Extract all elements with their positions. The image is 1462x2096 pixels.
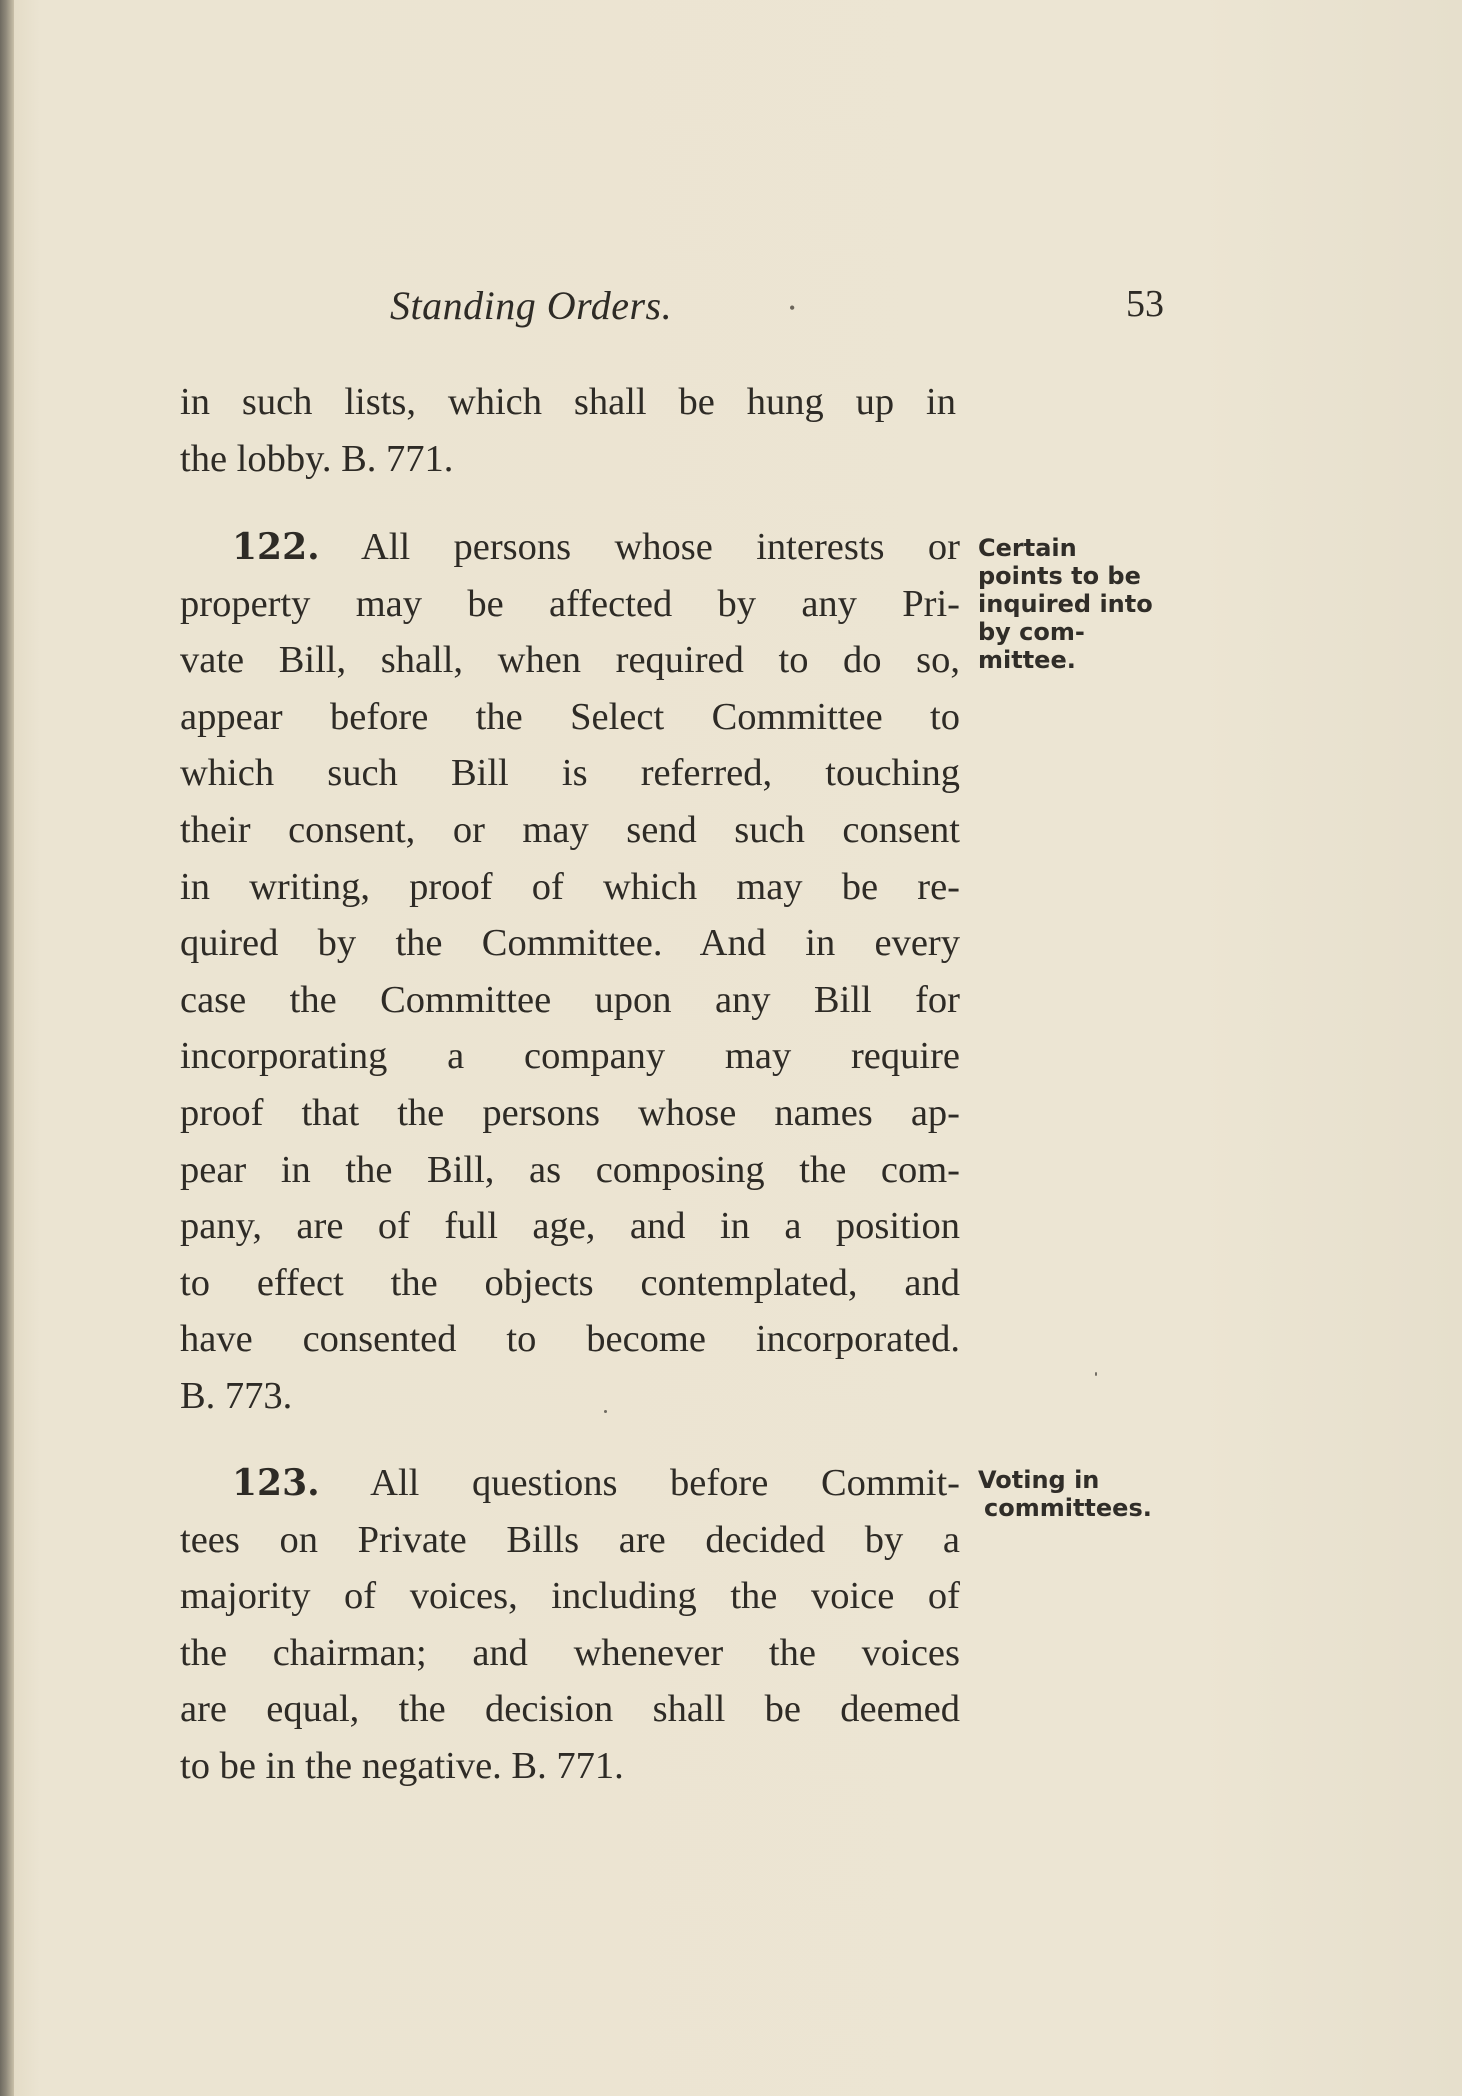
text-line: to be in the negative. B. 771. [180, 1744, 624, 1787]
margin-note-line: mittee. [978, 646, 1076, 674]
text-line: tees on Private Bills are decided by a [180, 1518, 960, 1561]
margin-note-line: Certain [978, 534, 1077, 562]
margin-note-line: committees. [984, 1494, 1152, 1522]
ink-speck [604, 1410, 607, 1413]
text-line: pany, are of full age, and in a position [180, 1205, 960, 1248]
text-line: their consent, or may send such consent [180, 808, 960, 851]
text-line: incorporating a company may require [180, 1035, 960, 1078]
margin-note-line: inquired into [978, 590, 1153, 618]
text-line: B. 773. [180, 1374, 293, 1417]
text-line: case the Committee upon any Bill for [180, 978, 960, 1021]
text-line: in writing, proof of which may be re- [180, 865, 960, 908]
continuation-paragraph [180, 374, 956, 487]
text-line: All persons whose interests or [360, 526, 960, 568]
page-number: 53 [1126, 283, 1164, 325]
text-line: property may be affected by any Pri- [180, 582, 960, 625]
section-number: 123. [232, 1462, 320, 1504]
text-line: the lobby. B. 771. [180, 437, 454, 480]
section-122-paragraph [180, 519, 960, 1425]
text-line: to effect the objects contemplated, and [180, 1261, 960, 1304]
text-line: are equal, the decision shall be deemed [180, 1688, 960, 1731]
binding-edge [0, 0, 14, 2096]
margin-note-line: by com- [978, 618, 1085, 646]
text-line: which such Bill is referred, touching [180, 752, 960, 795]
text-line: appear before the Select Committee to [180, 695, 960, 738]
text-line: vate Bill, shall, when required to do so, [180, 639, 960, 682]
text-line: have consented to become incorporated. [180, 1318, 960, 1361]
margin-note-certain-points [978, 534, 1153, 674]
printer-mark-icon: • [789, 298, 796, 318]
text-line: quired by the Committee. And in every [180, 922, 960, 965]
text-line: the chairman; and whenever the voices [180, 1631, 960, 1674]
running-title: Standing Orders. [390, 283, 673, 328]
running-head [180, 282, 1180, 332]
text-line: majority of voices, including the voice of [180, 1575, 960, 1618]
ink-speck [1095, 1372, 1097, 1376]
section-122-first-line [180, 519, 960, 576]
section-number: 122. [232, 526, 320, 568]
text-line: in such lists, which shall be hung up in [180, 381, 956, 423]
text-line: pear in the Bill, as composing the com- [180, 1148, 960, 1191]
text-line: proof that the persons whose names ap- [180, 1091, 960, 1134]
section-123-first-line [180, 1455, 960, 1512]
section-123-paragraph [180, 1455, 960, 1795]
margin-note-line: points to be [978, 562, 1141, 590]
margin-note-line: Voting in [978, 1466, 1100, 1494]
text-line: All questions before Commit- [370, 1462, 960, 1504]
margin-note-voting [978, 1466, 1152, 1522]
